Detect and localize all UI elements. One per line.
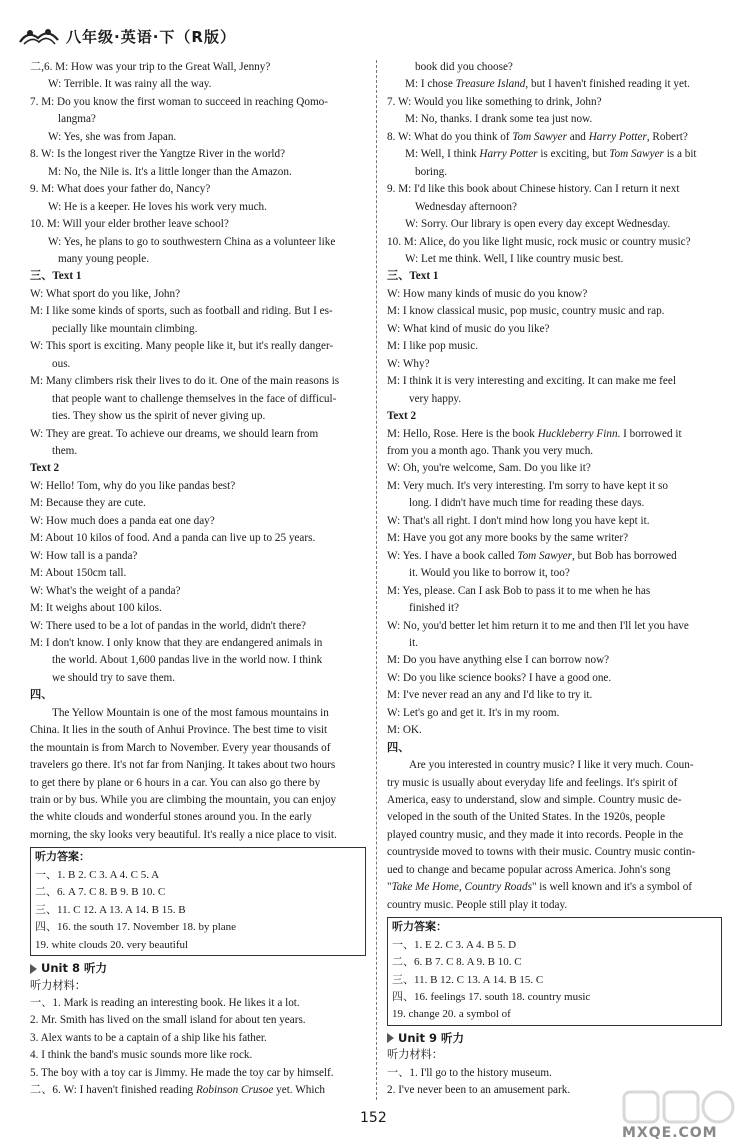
text-line: W: Why? xyxy=(387,357,430,370)
text-line: M: Very much. It's very interesting. I'm sorry to have kept it so xyxy=(387,479,668,492)
text-line: 二、6. A 7. C 8. B 9. B 10. C xyxy=(35,886,166,899)
text-line: many young people. xyxy=(58,252,150,265)
text-line: W: How many kinds of music do you know? xyxy=(387,287,588,300)
text-line: ties. They show us the spirit of never giving up. xyxy=(52,410,266,423)
text-line: Are you interested in country music? I like it very much. Coun- xyxy=(409,759,694,772)
text-line: M: I've never read an any and I'd like to try it. xyxy=(387,689,593,702)
text-line: 一、1. Mark is reading an interesting book. He likes it a lot. xyxy=(30,997,300,1010)
text-line: 四、16. feelings 17. south 18. country music xyxy=(392,991,591,1004)
text-line: the white clouds and wonderful stones around you. In the early xyxy=(30,811,312,824)
text-line: M: I don't know. I only know that they are endangered animals in xyxy=(30,636,323,649)
text-line: W: Sorry. Our library is open every day except Wednesday. xyxy=(405,218,671,231)
text-line: 19. white clouds 20. very beautiful xyxy=(35,938,189,951)
text-line: 二、6. B 7. C 8. A 9. B 10. C xyxy=(392,956,522,969)
text-line: 9. M: I'd like this book about Chinese history. Can I return it next xyxy=(387,183,680,196)
text-line: 5. The boy with a toy car is Jimmy. He made the toy car by himself. xyxy=(30,1066,334,1079)
text-line: 2. Mr. Smith has lived on the small island for about ten years. xyxy=(30,1014,306,1027)
text-line: from you a month ago. Thank you very much. xyxy=(387,444,594,457)
answer-box-left xyxy=(30,847,366,956)
text-line: M: Hello, Rose. Here is the book Huckleberry Finn. I borrowed it xyxy=(387,427,682,440)
column-divider xyxy=(376,60,377,1100)
text-line: ous. xyxy=(52,357,71,370)
text-line: M: No, thanks. I drank some tea just now. xyxy=(405,113,593,126)
text-line: Text 2 xyxy=(30,462,60,475)
text-line: W: Let me think. Well, I like country music best. xyxy=(405,252,624,265)
unit-heading: Unit 9 听力 xyxy=(387,1030,722,1047)
text-line: W: Do you like science books? I have a good one. xyxy=(387,671,612,684)
text-line: China. It lies in the south of Anhui Province. The best time to visit xyxy=(30,724,328,737)
page-number: 152 xyxy=(360,1110,387,1126)
text-line: W: Oh, you're welcome, Sam. Do you like it? xyxy=(387,462,591,475)
text-line: W: They are great. To achieve our dreams, we should learn from xyxy=(30,427,319,440)
text-line: 三、11. B 12. C 13. A 14. B 15. C xyxy=(392,973,544,986)
text-line: W: Yes, she was from Japan. xyxy=(48,130,177,143)
text-line: M: About 10 kilos of food. And a panda can live up to 25 years. xyxy=(30,532,316,545)
text-line: M: Yes, please. Can I ask Bob to pass it to me when he has xyxy=(387,584,651,597)
text-line: 7. M: Do you know the first woman to succeed in reaching Qomo- xyxy=(30,95,328,108)
text-line: W: No, you'd better let him return it to me and then I'll let you have xyxy=(387,619,689,632)
text-line: train or by bus. While you are climbing the mountain, you can enjoy xyxy=(30,794,337,807)
text-line: ued to change and became popular across America. John's song xyxy=(387,863,671,876)
unit-heading: Unit 8 听力 xyxy=(30,960,366,977)
text-line: W: This sport is exciting. Many people like it, but it's really danger- xyxy=(30,340,334,353)
text-line: W: Hello! Tom, why do you like pandas best? xyxy=(30,479,236,492)
left-column xyxy=(30,59,366,1100)
text-line: 三、11. C 12. A 13. A 14. B 15. B xyxy=(35,903,186,916)
right-transcript xyxy=(387,59,722,914)
text-line: 一、1. B 2. C 3. A 4. C 5. A xyxy=(35,868,160,881)
text-line: that people want to challenge themselves in the face of difficul- xyxy=(52,392,337,405)
text-line: M: Have you got any more books by the same writer? xyxy=(387,532,629,545)
text-line: long. I didn't have much time for reading these days. xyxy=(409,497,645,510)
watermark-text: MXQE.COM xyxy=(622,1125,718,1141)
text-line: M: Many climbers risk their lives to do it. One of the main reasons is xyxy=(30,375,340,388)
text-line: M: I think it is very interesting and exciting. It can make me feel xyxy=(387,375,676,388)
unit-transcript xyxy=(30,995,366,1100)
answer-label: 听力答案： xyxy=(392,921,447,934)
text-line: "Take Me Home, Country Roads" is well known and it's a symbol of xyxy=(387,881,693,894)
text-line: 一、1. I'll go to the history museum. xyxy=(387,1066,552,1079)
text-line: M: I chose Treasure Island, but I haven't finished reading it yet. xyxy=(405,78,690,91)
text-line: Wednesday afternoon? xyxy=(415,200,517,213)
triangle-bullet-icon xyxy=(387,1033,394,1043)
text-line: 7. W: Would you like something to drink, John? xyxy=(387,95,602,108)
text-line: 4. I think the band's music sounds more like rock. xyxy=(30,1049,253,1062)
text-line: try music is usually about everyday life and feelings. It's spirit of xyxy=(387,776,678,789)
text-line: 2. I've never been to an amusement park. xyxy=(387,1084,571,1097)
text-line: book did you choose? xyxy=(415,61,513,73)
text-line: W: There used to be a lot of pandas in the world, didn't there? xyxy=(30,619,307,632)
text-line: 10. M: Alice, do you like light music, rock music or country music? xyxy=(387,235,691,248)
text-line: 三、Text 1 xyxy=(387,270,439,283)
text-line: W: Terrible. It was rainy all the way. xyxy=(48,78,212,91)
answer-box-right xyxy=(387,917,722,1026)
text-line: M: About 150cm tall. xyxy=(30,567,127,580)
triangle-bullet-icon xyxy=(30,964,37,974)
text-line: M: I know classical music, pop music, country music and rap. xyxy=(387,305,665,318)
text-line: travelers go there. It's not far from Nanjing. It takes about two hours xyxy=(30,759,336,772)
text-line: veloped in the south of the United States. In the 1920s, people xyxy=(387,811,666,824)
text-line: America, easy to understand, slow and simple. Country music de- xyxy=(387,794,682,807)
text-line: 三、Text 1 xyxy=(30,270,82,283)
answer-list xyxy=(35,867,361,954)
text-line: 10. M: Will your elder brother leave school? xyxy=(30,218,229,231)
material-label: 听力材料： xyxy=(30,979,86,992)
text-line: The Yellow Mountain is one of the most famous mountains in xyxy=(52,706,329,719)
page-header xyxy=(18,22,398,50)
text-line: finished it? xyxy=(409,602,460,615)
text-line: it. xyxy=(409,636,419,649)
text-line: 一、1. E 2. C 3. A 4. B 5. D xyxy=(392,938,517,951)
text-line: them. xyxy=(52,444,78,457)
text-line: 四、16. the south 17. November 18. by plane xyxy=(35,921,237,934)
text-line: M: I like pop music. xyxy=(387,340,479,353)
text-line: W: He is a keeper. He loves his work very much. xyxy=(48,200,267,213)
text-line: 8. W: Is the longest river the Yangtze River in the world? xyxy=(30,148,286,161)
answer-list xyxy=(392,937,717,1024)
text-line: 四、 xyxy=(30,689,53,702)
text-line: M: It weighs about 100 kilos. xyxy=(30,602,162,615)
text-line: W: What's the weight of a panda? xyxy=(30,584,181,597)
text-line: very happy. xyxy=(409,392,462,405)
material-label: 听力材料： xyxy=(387,1049,443,1062)
text-line: M: Well, I think Harry Potter is exciting, but Tom Sawyer is a bit xyxy=(405,148,697,161)
text-line: W: How much does a panda eat one day? xyxy=(30,514,215,527)
text-line: countryside moved to towns with their music. Country music contin- xyxy=(387,846,696,859)
left-transcript xyxy=(30,59,366,844)
text-line: 3. Alex wants to be a captain of a ship like his father. xyxy=(30,1031,267,1044)
text-line: W: That's all right. I don't mind how long you have kept it. xyxy=(387,514,650,527)
text-line: W: What sport do you like, John? xyxy=(30,287,181,300)
text-line: 二,6. M: How was your trip to the Great Wall, Jenny? xyxy=(30,61,271,73)
text-line: Text 2 xyxy=(387,410,417,423)
text-line: 二、6. W: I haven't finished reading Robinson Crusoe yet. Which xyxy=(30,1084,326,1097)
text-line: played country music, and they made it into records. People in the xyxy=(387,828,684,841)
text-line: langma? xyxy=(58,113,96,126)
text-line: W: How tall is a panda? xyxy=(30,549,138,562)
text-line: W: Let's go and get it. It's in my room. xyxy=(387,706,560,719)
text-line: 9. M: What does your father do, Nancy? xyxy=(30,183,211,196)
answer-label: 听力答案： xyxy=(35,851,90,864)
text-line: 19. change 20. a symbol of xyxy=(392,1008,511,1021)
book-logo-icon xyxy=(18,24,60,48)
text-line: it. Would you like to borrow it, too? xyxy=(409,567,570,580)
text-line: M: I like some kinds of sports, such as football and riding. But I es- xyxy=(30,305,333,318)
page-title: 八年级·英语·下（R版） xyxy=(66,27,236,46)
text-line: the mountain is from March to November. Every year thousands of xyxy=(30,741,331,754)
text-line: to get there by plane or 6 hours in a car. You can also go there by xyxy=(30,776,321,789)
text-line: 四、 xyxy=(387,741,410,754)
text-line: the world. About 1,600 pandas live in the world now. I think xyxy=(52,654,323,667)
text-line: W: Yes, he plans to go to southwestern China as a volunteer like xyxy=(48,235,336,248)
text-line: M: Because they are cute. xyxy=(30,497,146,510)
text-line: morning, the sky looks very beautiful. It's really a nice place to visit. xyxy=(30,828,337,841)
text-line: pecially like mountain climbing. xyxy=(52,322,198,335)
text-line: boring. xyxy=(415,165,448,178)
text-line: M: Do you have anything else I can borrow now? xyxy=(387,654,610,667)
text-line: W: What kind of music do you like? xyxy=(387,322,550,335)
text-line: we should try to save them. xyxy=(52,671,176,684)
right-column xyxy=(387,59,722,1100)
text-line: country music. People still play it today. xyxy=(387,898,568,911)
text-line: W: Yes. I have a book called Tom Sawyer, but Bob has borrowed xyxy=(387,549,677,562)
text-line: M: No, the Nile is. It's a little longer than the Amazon. xyxy=(48,165,292,178)
text-line: M: OK. xyxy=(387,724,422,737)
text-line: 8. W: What do you think of Tom Sawyer and Harry Potter, Robert? xyxy=(387,130,688,143)
